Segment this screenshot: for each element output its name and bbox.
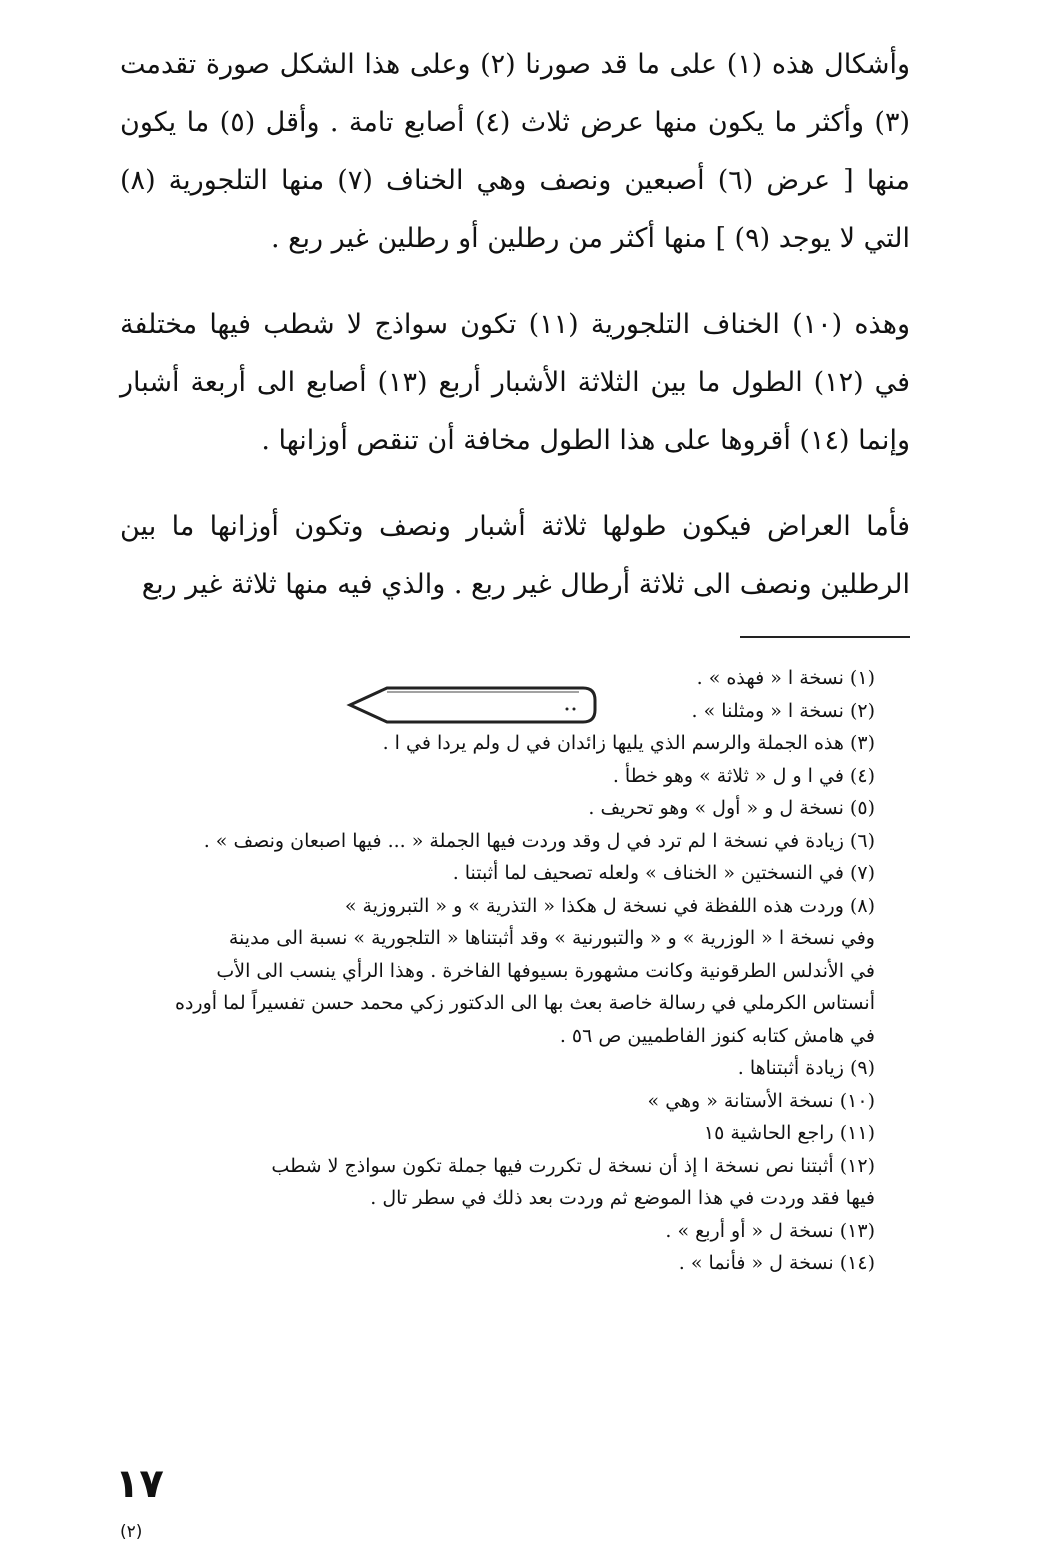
footnote-11: (١١) راجع الحاشية ١٥ <box>703 1122 875 1144</box>
footnote-5: (٥) نسخة ل و « أول » وهو تحريف . <box>588 797 875 819</box>
footnote-7: (٧) في النسختين « الخناف » ولعله تصحيف لما أثبتنا . <box>452 862 875 884</box>
footnote-12: (١٢) أثبتنا نص نسخة ا إذ أن نسخة ل تكررت فيها جملة تكون سواذج لا شطب <box>271 1154 875 1177</box>
footnote-1: (١) نسخة ا « فهذه » . <box>696 667 875 689</box>
footnote-4: (٤) في ا و ل « ثلاثة » وهو خطأ . <box>612 764 875 787</box>
footnote-separator <box>740 636 910 638</box>
footnote-8-line-4: أنستاس الكرملي في رسالة خاصة بعث بها الى الدكتور زكي محمد حسن تفسيراً لما أورده <box>175 992 875 1014</box>
footnote-2: (٢) نسخة ا « ومثلنا » . <box>691 699 875 722</box>
main-text-block-2 <box>120 296 910 470</box>
footnotes <box>115 662 875 1280</box>
footnote-9: (٩) زيادة أثبتناها . <box>737 1057 875 1079</box>
footnote-12-line-2: فيها فقد وردت في هذا الموضع ثم وردت بعد ذلك في سطر تال . <box>370 1187 875 1209</box>
footnote-8-line-3: في الأندلس الطرقونية وكانت مشهورة بسيوفها الفاخرة . وهذا الرأي ينسب الى الأب <box>216 959 875 982</box>
footnote-6: (٦) زيادة في نسخة ا لم ترد في ل وقد وردت فيها الجملة « ... فيها اصبعان ونصف » . <box>203 829 875 852</box>
paragraph-3: فأما العراض فيكون طولها ثلاثة أشبار ونصف وتكون أوزانها ما بين الرطلين ونصف الى ثلاثة أرطال غير ربع . والذي فيه منها ثلاثة غير ربع <box>120 511 910 600</box>
footnote-10: (١٠) نسخة الأستانة « وهي » <box>647 1089 875 1112</box>
footnote-3: (٣) هذه الجملة والرسم الذي يليها زائدان في ل ولم يردا في ا . <box>382 732 875 754</box>
page-number: ١٧ <box>115 1461 164 1507</box>
footnote-14: (١٤) نسخة ل « فأنما » . <box>678 1252 875 1274</box>
paragraph-2: وهذه (١٠) الخناف التلجورية (١١) تكون سواذج لا شطب فيها مختلفة في (١٢) الطول ما بين الثلاثة الأشبار أربع (١٣) أصابع الى أربعة أشبار وإنما (١٤) أقروها على هذا الطول مخافة أن تنقص أوزانها . <box>120 309 911 456</box>
footnote-8: (٨) وردت هذه اللفظة في نسخة ل هكذا « التذرية » و « التبروزية » <box>344 894 875 917</box>
main-text-block-1 <box>120 36 910 268</box>
footnote-8-line-2: وفي نسخة ا « الوزرية » و « والتبورنية » وقد أثبتناها « التلجورية » نسبة الى مدينة <box>228 927 875 949</box>
signature-mark: (٢) <box>120 1522 143 1542</box>
main-text-block-3 <box>120 498 910 614</box>
paragraph-1: وأشكال هذه (١) على ما قد صورنا (٢) وعلى هذا الشكل صورة تقدمت (٣) وأكثر ما يكون منها عرض ثلاث (٤) أصابع تامة . وأقل (٥) ما يكون منها [ عرض (٦) أصبعين ونصف وهي الخناف (٧) منها التلجورية (٨) التي لا يوجد (٩) ] منها أكثر من رطلين أو رطلين غير ربع . <box>120 49 910 254</box>
footnote-13: (١٣) نسخة ل « أو أربع » . <box>665 1219 875 1242</box>
footnote-8-line-5: في هامش كتابه كنوز الفاطميين ص ٥٦ . <box>559 1024 875 1047</box>
